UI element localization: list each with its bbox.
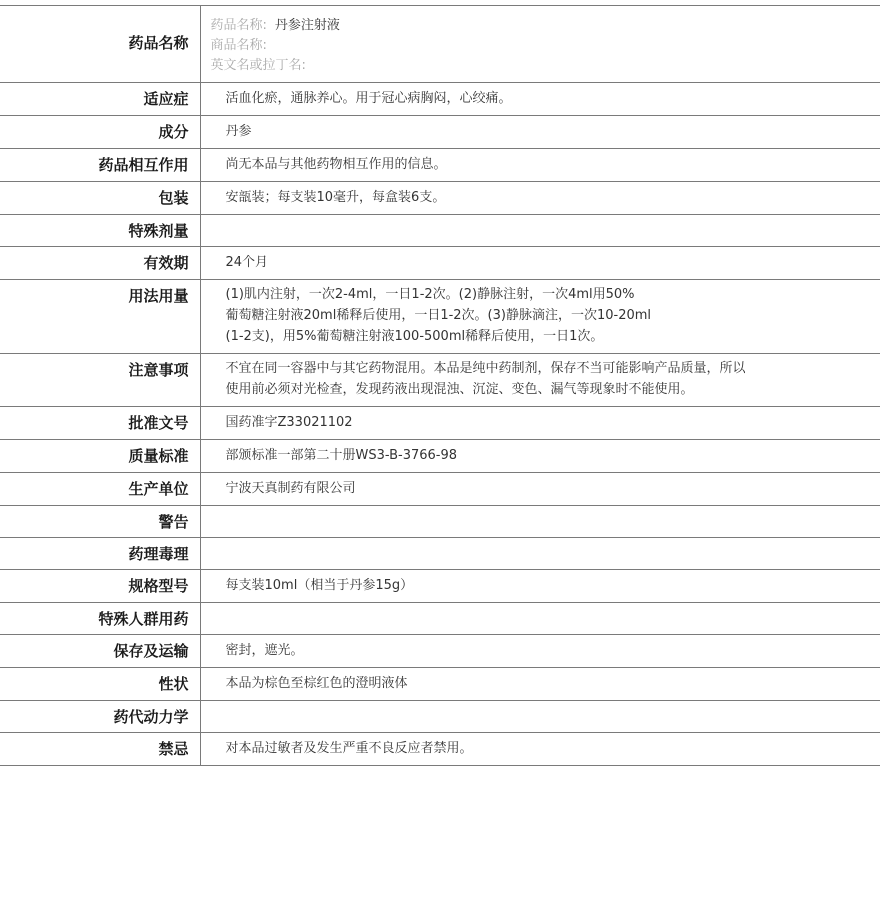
field-value <box>200 247 880 280</box>
table-row <box>0 506 880 538</box>
latin-name-key: 英文名或拉丁名: <box>210 58 306 73</box>
field-label: 药品相互作用 <box>0 149 200 182</box>
table-row <box>0 280 880 354</box>
table-row <box>0 635 880 668</box>
field-value <box>200 570 880 603</box>
field-value <box>200 701 880 733</box>
field-label: 特殊剂量 <box>0 215 200 247</box>
table-row <box>0 116 880 149</box>
table-row <box>0 473 880 506</box>
field-label: 特殊人群用药 <box>0 603 200 635</box>
field-label: 有效期 <box>0 247 200 280</box>
table-row <box>0 247 880 280</box>
field-label: 注意事项 <box>0 354 200 407</box>
field-label: 性状 <box>0 668 200 701</box>
field-value-line: 丹参 <box>225 124 252 139</box>
field-value <box>200 215 880 247</box>
field-label: 禁忌 <box>0 733 200 766</box>
field-label: 批准文号 <box>0 407 200 440</box>
field-value-line: 密封，遮光。 <box>225 643 304 658</box>
field-value <box>200 116 880 149</box>
field-value-line: 使用前必须对光检查，发现药液出现混浊、沉淀、变色、漏气等现象时不能使用。 <box>225 382 694 397</box>
drug-info-table <box>0 5 880 766</box>
drug-names-cell <box>200 6 880 83</box>
field-label: 药理毒理 <box>0 538 200 570</box>
trade-name-line <box>211 36 880 56</box>
table-row <box>0 538 880 570</box>
field-value <box>200 538 880 570</box>
generic-name-value: 丹参注射液 <box>274 18 340 33</box>
field-label: 药代动力学 <box>0 701 200 733</box>
field-value <box>200 473 880 506</box>
table-row <box>0 733 880 766</box>
field-label: 生产单位 <box>0 473 200 506</box>
field-value-line: 本品为棕色至棕红色的澄明液体 <box>225 676 408 691</box>
table-row <box>0 407 880 440</box>
table-row <box>0 701 880 733</box>
field-value-line: 24个月 <box>225 255 269 270</box>
field-value-line: 国药准字Z33021102 <box>225 415 353 430</box>
field-value <box>200 603 880 635</box>
field-value-line: (1)肌内注射，一次2-4ml，一日1-2次。(2)静脉注射，一次4ml用50% <box>225 287 635 302</box>
field-value-line: 每支装10ml（相当于丹参15g） <box>225 578 414 593</box>
field-value <box>200 182 880 215</box>
field-label: 保存及运输 <box>0 635 200 668</box>
field-value <box>200 354 880 407</box>
field-label: 警告 <box>0 506 200 538</box>
generic-name-line <box>211 16 880 36</box>
field-value <box>200 668 880 701</box>
latin-name-line <box>211 56 880 76</box>
field-value <box>200 440 880 473</box>
table-row <box>0 440 880 473</box>
field-value <box>200 635 880 668</box>
field-label: 适应症 <box>0 83 200 116</box>
field-label: 包装 <box>0 182 200 215</box>
field-value-line: 活血化瘀，通脉养心。用于冠心病胸闷，心绞痛。 <box>225 91 512 106</box>
field-value <box>200 407 880 440</box>
field-value <box>200 149 880 182</box>
field-value-line: 对本品过敏者及发生严重不良反应者禁用。 <box>225 741 473 756</box>
field-value-line: 宁波天真制药有限公司 <box>225 481 356 496</box>
generic-name-key: 药品名称: <box>210 18 267 33</box>
field-value <box>200 506 880 538</box>
table-row <box>0 149 880 182</box>
table-row <box>0 603 880 635</box>
table-row <box>0 215 880 247</box>
field-value-line: 不宜在同一容器中与其它药物混用。本品是纯中药制剂，保存不当可能影响产品质量，所以 <box>225 361 746 376</box>
field-value-line: 部颁标准一部第二十册WS3-B-3766-98 <box>225 448 458 463</box>
field-label: 药品名称 <box>0 6 200 83</box>
field-label: 规格型号 <box>0 570 200 603</box>
field-label: 用法用量 <box>0 280 200 354</box>
field-value <box>200 733 880 766</box>
trade-name-key: 商品名称: <box>210 38 267 53</box>
table-row <box>0 83 880 116</box>
table-row <box>0 570 880 603</box>
table-body <box>0 83 880 766</box>
field-value-line: 安瓿装；每支装10毫升，每盒装6支。 <box>225 190 446 205</box>
table-row <box>0 668 880 701</box>
field-value-line: 葡萄糖注射液20ml稀释后使用，一日1-2次。(3)静脉滴注，一次10-20ml <box>225 308 652 323</box>
field-value-line: (1-2支)，用5%葡萄糖注射液100-500ml稀释后使用，一日1次。 <box>225 329 604 344</box>
table-row <box>0 354 880 407</box>
field-value-line: 尚无本品与其他药物相互作用的信息。 <box>225 157 447 172</box>
table-row-drug-names <box>0 6 880 83</box>
field-label: 成分 <box>0 116 200 149</box>
field-label: 质量标准 <box>0 440 200 473</box>
field-value <box>200 83 880 116</box>
field-value <box>200 280 880 354</box>
table-row <box>0 182 880 215</box>
